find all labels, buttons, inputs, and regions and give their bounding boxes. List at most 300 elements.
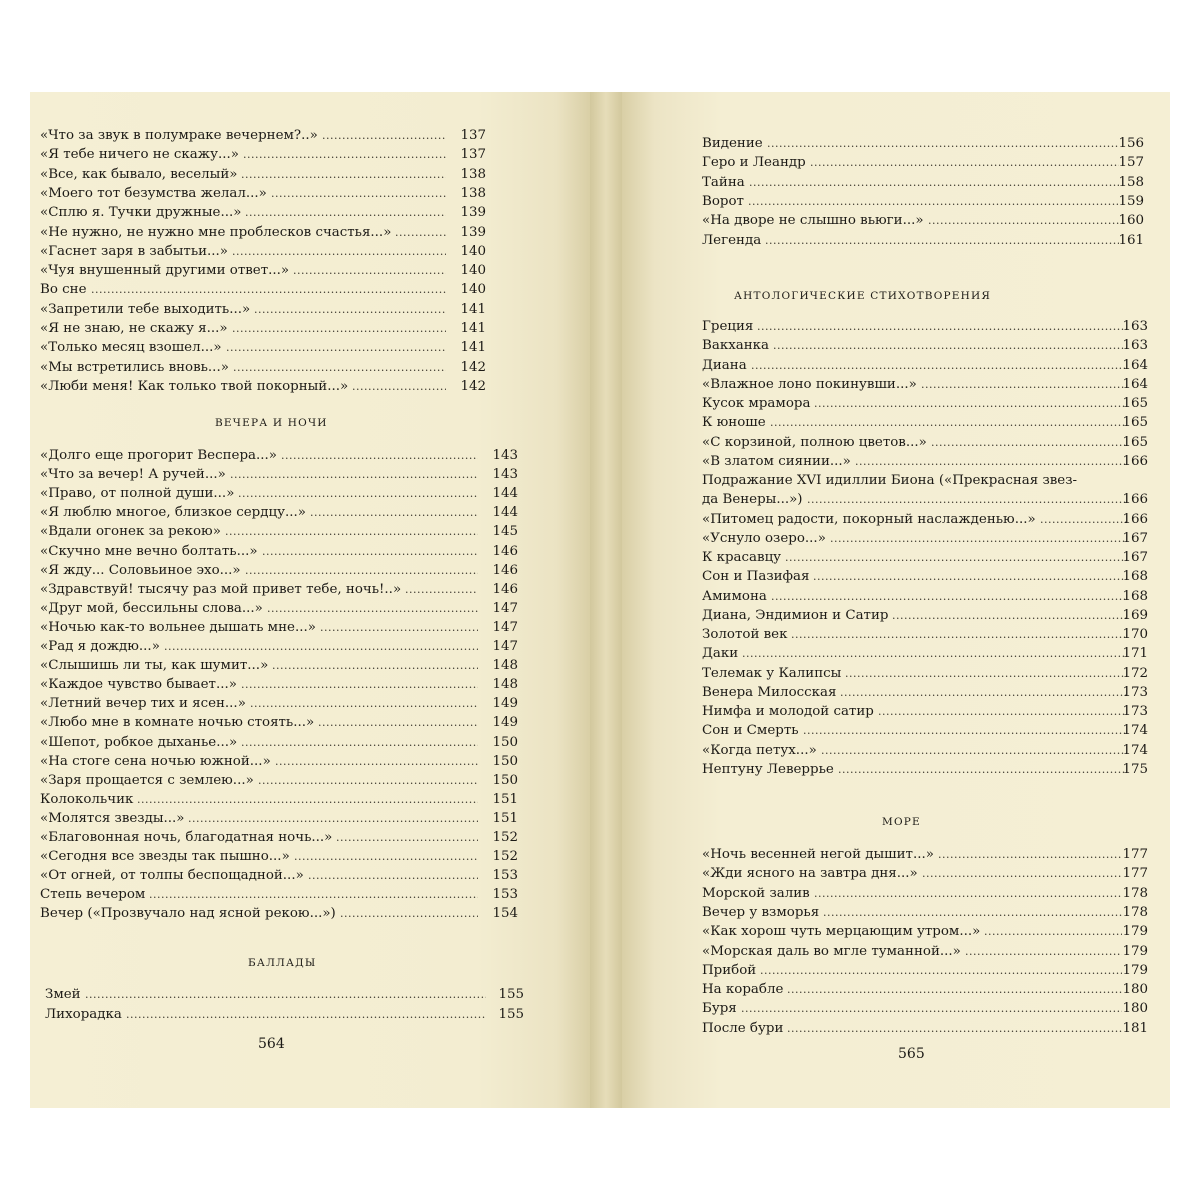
toc-entry: [702, 452, 1148, 471]
toc-entry-page-number: 180: [1122, 982, 1148, 998]
dot-leader: [741, 999, 1122, 1018]
toc-entry: [702, 1019, 1148, 1038]
toc-entry: [45, 985, 524, 1004]
toc-entry-title: «Уснуло озеро...»: [702, 530, 826, 546]
toc-entry-page-number: 174: [1122, 742, 1148, 758]
toc-entry-title: Вечер («Прозвучало над ясной рекою...»): [40, 906, 336, 922]
toc-entry: [702, 683, 1148, 702]
toc-entry-page-number: 147: [492, 619, 518, 635]
toc-entry-title: Колокольчик: [40, 791, 134, 807]
toc-entry-title: «Я люблю многое, близкое сердцу...»: [40, 505, 306, 521]
dot-leader: [250, 694, 478, 713]
toc-entry: [40, 203, 486, 222]
toc-entry: [40, 580, 518, 599]
toc-entry-page-number: 159: [1118, 193, 1144, 209]
toc-entry-page-number: 163: [1122, 338, 1148, 354]
toc-entry-title: «Как хорош чуть мерцающим утром...»: [702, 924, 981, 940]
toc-entry: [702, 587, 1148, 606]
toc-entry: [702, 922, 1148, 941]
dot-leader: [757, 317, 1127, 336]
toc-entry-page-number: 160: [1118, 213, 1144, 229]
toc-entry: [40, 847, 518, 866]
toc-entry: [702, 413, 1148, 432]
toc-entry-page-number: 179: [1122, 943, 1148, 959]
toc-entry-page-number: 140: [460, 243, 486, 259]
toc-entry: [40, 465, 518, 484]
toc-entry: [40, 223, 486, 242]
toc-entry-title: «Скучно мне вечно болтать...»: [40, 543, 258, 559]
toc-entry-page-number: 152: [492, 830, 518, 845]
toc-entry-title: Вечер у взморья: [702, 904, 820, 920]
toc-entry-page-number: 166: [1122, 453, 1148, 469]
toc-entry-title: «Вдали огонек за рекою»: [40, 524, 221, 540]
toc-entry-page-number: 167: [1122, 550, 1148, 565]
toc-entry: [40, 319, 486, 338]
toc-entry-title: «Что за звук в полумраке вечернем?..»: [40, 128, 318, 143]
dot-leader: [238, 484, 478, 503]
dot-leader: [760, 961, 1122, 980]
toc-entry-title: Венера Милосская: [702, 684, 837, 700]
toc-entry: [702, 192, 1144, 211]
dot-leader: [226, 338, 446, 357]
toc-entry-page-number: 153: [492, 868, 518, 884]
toc-entry-page-number: 177: [1122, 866, 1148, 882]
toc-entry-title: К юноше: [702, 415, 766, 431]
dot-leader: [275, 752, 478, 771]
toc-entry-title: Вакханка: [702, 338, 770, 354]
toc-entry-title: «Я жду... Соловьиное эхо...»: [40, 562, 241, 578]
toc-entry-page-number: 166: [1122, 511, 1148, 527]
toc-entry: [45, 1005, 524, 1024]
dot-leader: [878, 702, 1127, 721]
dot-leader: [810, 153, 1119, 172]
toc-entry-page-number: 146: [492, 562, 518, 578]
toc-entry-page-number: 140: [460, 282, 486, 298]
dot-leader: [164, 637, 478, 656]
toc-entry-page-number: 179: [1122, 924, 1148, 940]
dot-leader: [405, 580, 478, 599]
dot-leader: [267, 599, 478, 618]
toc-entry-page-number: 147: [492, 600, 518, 616]
dot-leader: [787, 1019, 1122, 1038]
toc-entry-page-number: 178: [1122, 904, 1148, 920]
toc-entry-title: «Право, от полной души...»: [40, 486, 235, 502]
toc-entry-page-number: 154: [492, 906, 518, 922]
dot-leader: [770, 413, 1127, 432]
toc-entry: [40, 338, 486, 357]
toc-entry-page-number: 169: [1122, 607, 1148, 623]
dot-leader: [787, 980, 1122, 999]
toc-entry-page-number: 156: [1118, 136, 1144, 151]
dot-leader: [771, 587, 1127, 606]
toc-entry: [40, 752, 518, 771]
toc-entry-page-number: 142: [460, 378, 486, 394]
toc-entry-page-number: 168: [1122, 588, 1148, 604]
toc-entry: [40, 733, 518, 752]
toc-entry-page-number: 180: [1122, 1001, 1148, 1017]
section-heading-ballads: БАЛЛАДЫ: [248, 957, 317, 969]
toc-entry-title: «Люби меня! Как только твой покорный...»: [40, 378, 349, 394]
toc-entry-page-number: 152: [492, 849, 518, 865]
toc-entry-title: «Слышишь ли ты, как шумит...»: [40, 658, 269, 674]
dot-leader: [188, 809, 478, 828]
toc-entry: [702, 548, 1148, 567]
toc-entry: [40, 866, 518, 885]
toc-entry: [702, 510, 1148, 529]
toc-entry-page-number: 166: [1122, 492, 1148, 508]
toc-entry-page-number: 164: [1122, 357, 1148, 373]
dot-leader: [965, 942, 1122, 961]
toc-entry: [40, 809, 518, 828]
toc-entry: [702, 394, 1148, 413]
toc-entry-title: Греция: [702, 319, 754, 334]
toc-entry-page-number: 173: [1122, 684, 1148, 700]
toc-entry-title: Телемак у Калипсы: [702, 665, 842, 681]
dot-leader: [840, 683, 1127, 702]
toc-entry-title: «Здравствуй! тысячу раз мой привет тебе, ночь!..»: [40, 581, 402, 597]
toc-entry-page-number: 146: [492, 543, 518, 559]
toc-entry-title: «Сплю я. Тучки дружные...»: [40, 205, 242, 221]
toc-entry-title: Даки: [702, 646, 739, 662]
dot-leader: [814, 394, 1127, 413]
toc-entry-title: «Любо мне в комнате ночью стоять...»: [40, 715, 315, 731]
dot-leader: [245, 203, 446, 222]
dot-leader: [232, 319, 446, 338]
dot-leader: [262, 542, 478, 561]
toc-entry-page-number: 144: [492, 486, 518, 502]
toc-entry: [40, 358, 486, 377]
toc-entry-title: Ворот: [702, 193, 744, 209]
dot-leader: [230, 465, 478, 484]
dot-leader: [984, 922, 1122, 941]
toc-entry-title: «Чуя внушенный другими ответ...»: [40, 263, 290, 279]
toc-entry-title: Подражание XVI идиллии Биона («Прекрасная звез-: [702, 473, 1078, 488]
toc-entry-title: «Друг мой, бессильны слова...»: [40, 600, 263, 616]
toc-entry: [702, 999, 1148, 1018]
toc-entry: [702, 884, 1148, 903]
toc-entry-title: «От огней, от толпы беспощадной...»: [40, 868, 304, 884]
dot-leader: [830, 529, 1127, 548]
toc-entry: [702, 702, 1148, 721]
dot-leader: [258, 771, 478, 790]
toc-entry: [40, 165, 486, 184]
toc-entry-title: «Моего тот безумства желал...»: [40, 185, 267, 201]
dot-leader: [243, 145, 446, 164]
toc-entry: [40, 280, 486, 299]
toc-entry-page-number: 181: [1122, 1020, 1148, 1036]
toc-entry: [40, 145, 486, 164]
dot-leader: [293, 261, 446, 280]
toc-entry-title: Морской залив: [702, 885, 810, 901]
toc-entry-page-number: 167: [1122, 530, 1148, 546]
dot-leader: [751, 356, 1127, 375]
toc-entry: [40, 637, 518, 656]
dot-leader: [791, 625, 1127, 644]
toc-entry-page-number: 173: [1122, 704, 1148, 719]
toc-entry: [40, 713, 518, 732]
dot-leader: [395, 223, 446, 242]
toc-entry-title: «Что за вечер! А ручей...»: [40, 467, 226, 483]
dot-leader: [85, 985, 486, 1004]
toc-entry-title: Прибой: [702, 962, 757, 978]
toc-entry: [40, 503, 518, 522]
dot-leader: [823, 903, 1122, 922]
toc-entry-title: Сон и Смерть: [702, 723, 799, 739]
toc-entry-title: «Летний вечер тих и ясен...»: [40, 696, 246, 712]
dot-leader: [271, 184, 446, 203]
toc-entry-title: Диана: [702, 357, 747, 373]
toc-entry-page-number: 158: [1118, 174, 1144, 190]
toc-entry-page-number: 151: [492, 810, 518, 826]
book-gutter: [590, 92, 622, 1108]
toc-entry: [40, 675, 518, 694]
toc-entry-page-number: 141: [460, 301, 486, 317]
dot-leader: [821, 741, 1127, 760]
toc-entry: [702, 606, 1148, 625]
toc-entry-title: «Когда петух...»: [702, 742, 817, 758]
toc-entry: [702, 721, 1148, 740]
toc-entry-title: Видение: [702, 136, 763, 151]
toc-entry: [702, 173, 1144, 192]
dot-leader: [803, 721, 1127, 740]
toc-entry: [702, 317, 1148, 336]
toc-entry-title: «Я не знаю, не скажу я...»: [40, 321, 228, 336]
toc-entry-page-number: 161: [1118, 232, 1144, 248]
dot-leader: [748, 192, 1119, 211]
toc-entry: [40, 261, 486, 280]
toc-entry-title: Степь вечером: [40, 887, 146, 903]
dot-leader: [938, 845, 1122, 864]
toc-entry-page-number: 137: [460, 128, 486, 143]
toc-entry-title: «На стоге сена ночью южной...»: [40, 753, 271, 769]
toc-entry-page-number: 144: [492, 505, 518, 521]
book-spread: [30, 92, 1170, 1108]
toc-entry: [40, 522, 518, 541]
toc-entry-page-number: 141: [460, 340, 486, 356]
dot-leader: [845, 664, 1127, 683]
dot-leader: [336, 828, 478, 847]
dot-leader: [931, 433, 1127, 452]
toc-entry: [40, 484, 518, 503]
toc-entry-title: Легенда: [702, 232, 762, 248]
toc-entry-page-number: 178: [1122, 885, 1148, 901]
dot-leader: [272, 656, 478, 675]
toc-entry-title: Золотой век: [702, 627, 788, 642]
section-heading-evenings: ВЕЧЕРА И НОЧИ: [215, 417, 328, 429]
dot-leader: [91, 280, 446, 299]
toc-entry-page-number: 155: [498, 987, 524, 1002]
dot-leader: [765, 231, 1119, 250]
page-number-left: 564: [258, 1036, 285, 1052]
dot-leader: [855, 452, 1127, 471]
toc-entry-page-number: 174: [1122, 723, 1148, 739]
dot-leader: [241, 675, 478, 694]
toc-entry-title: «Питомец радости, покорный наслажденью...»: [702, 511, 1036, 527]
toc-entry: [40, 377, 486, 396]
toc-entry-page-number: 157: [1118, 155, 1144, 171]
toc-entry-page-number: 137: [460, 147, 486, 163]
toc-entry-page-number: 150: [492, 734, 518, 750]
dot-leader: [281, 446, 478, 465]
dot-leader: [813, 567, 1127, 586]
dot-leader: [310, 503, 478, 522]
toc-entry-page-number: 165: [1122, 434, 1148, 450]
toc-entry: [40, 790, 518, 809]
toc-entry-title: «С корзиной, полною цветов...»: [702, 434, 927, 450]
toc-entry-title: Сон и Пазифая: [702, 569, 810, 585]
dot-leader: [318, 713, 478, 732]
dot-leader: [254, 300, 446, 319]
toc-entry-title: «Шепот, робкое дыханье...»: [40, 734, 238, 750]
toc-entry-page-number: 142: [460, 359, 486, 375]
toc-entry: [702, 211, 1144, 230]
toc-entry-page-number: 140: [460, 263, 486, 279]
toc-entry-page-number: 170: [1122, 627, 1148, 642]
toc-entry-title: Тайна: [702, 174, 745, 190]
toc-entry-title: «Все, как бывало, веселый»: [40, 166, 238, 182]
toc-entry-title: «Ночью как-то вольнее дышать мне...»: [40, 619, 316, 635]
toc-entry-page-number: 148: [492, 658, 518, 674]
toc-entry-page-number: 165: [1122, 396, 1148, 411]
toc-entry-title: «Сегодня все звезды так пышно...»: [40, 849, 290, 865]
dot-leader: [767, 134, 1119, 153]
toc-entry-title: «Только месяц взошел...»: [40, 340, 222, 356]
dot-leader: [773, 336, 1127, 355]
toc-entry: [702, 231, 1144, 250]
toc-entry-title: «Рад я дождю...»: [40, 639, 160, 654]
toc-entry-page-number: 163: [1122, 319, 1148, 334]
toc-entry: [702, 356, 1148, 375]
toc-entry-title: «Запретили тебе выходить...»: [40, 301, 251, 317]
toc-entry-title: «Жди ясного на завтра дня...»: [702, 866, 918, 882]
toc-entry: [702, 471, 1148, 490]
toc-entry: [702, 567, 1148, 586]
dot-leader: [225, 522, 478, 541]
toc-entry-title: «Не нужно, не нужно мне проблесков счастья...»: [40, 224, 392, 240]
dot-leader: [814, 884, 1122, 903]
toc-entry: [702, 942, 1148, 961]
toc-entry: [702, 529, 1148, 548]
toc-entry: [40, 599, 518, 618]
toc-entry: [40, 694, 518, 713]
toc-entry-title: Геро и Леандр: [702, 155, 806, 171]
toc-entry: [702, 134, 1144, 153]
dot-leader: [137, 790, 478, 809]
dot-leader: [294, 847, 478, 866]
dot-leader: [241, 733, 478, 752]
toc-entry: [702, 375, 1148, 394]
toc-entry-title: К красавцу: [702, 550, 782, 565]
dot-leader: [921, 375, 1127, 394]
toc-entry: [40, 904, 518, 923]
toc-entry: [702, 961, 1148, 980]
toc-entry-page-number: 139: [460, 224, 486, 240]
dot-leader: [785, 548, 1127, 567]
toc-entry-page-number: 155: [498, 1006, 524, 1022]
page-number-right: 565: [898, 1046, 925, 1062]
toc-entry-page-number: 143: [492, 467, 518, 483]
toc-entry-title: Кусок мрамора: [702, 396, 811, 411]
section-heading-anthological: АНТОЛОГИЧЕСКИЕ СТИХОТВОРЕНИЯ: [734, 290, 992, 302]
dot-leader: [892, 606, 1127, 625]
toc-entry-title: «На дворе не слышно вьюги...»: [702, 213, 924, 229]
dot-leader: [838, 760, 1127, 779]
toc-entry-page-number: 150: [492, 753, 518, 769]
toc-entry-title: «Каждое чувство бывает...»: [40, 677, 237, 693]
toc-entry: [40, 446, 518, 465]
toc-entry-title: «В златом сиянии...»: [702, 453, 851, 469]
section-heading-sea: МОРЕ: [882, 816, 921, 828]
toc-entry-page-number: 150: [492, 772, 518, 788]
toc-entry-page-number: 153: [492, 887, 518, 903]
dot-leader: [742, 644, 1127, 663]
dot-leader: [126, 1005, 486, 1024]
toc-entry: [702, 845, 1148, 864]
toc-entry-title: «Я тебе ничего не скажу...»: [40, 147, 239, 163]
toc-entry: [40, 828, 518, 847]
toc-entry: [40, 656, 518, 675]
toc-entry-page-number: 138: [460, 166, 486, 182]
toc-entry-title: да Венеры...»): [702, 492, 803, 508]
toc-entry-page-number: 148: [492, 677, 518, 693]
toc-entry-page-number: 149: [492, 696, 518, 712]
toc-entry-page-number: 151: [492, 791, 518, 807]
toc-entry-title: Диана, Эндимион и Сатир: [702, 607, 889, 623]
toc-entry-page-number: 168: [1122, 569, 1148, 585]
left-page: [30, 92, 590, 1108]
toc-entry-page-number: 165: [1122, 415, 1148, 431]
toc-entry: [40, 618, 518, 637]
right-page: [622, 92, 1170, 1108]
toc-entry-page-number: 149: [492, 715, 518, 731]
toc-entry-page-number: 172: [1122, 665, 1148, 681]
toc-entry: [702, 336, 1148, 355]
toc-entry: [702, 433, 1148, 452]
toc-entry: [40, 885, 518, 904]
toc-entry: [40, 542, 518, 561]
toc-entry-title: Во сне: [40, 282, 87, 298]
toc-entry-page-number: 175: [1122, 761, 1148, 777]
toc-entry: [40, 126, 486, 145]
dot-leader: [241, 165, 446, 184]
toc-entry-page-number: 141: [460, 321, 486, 336]
toc-entry-title: «Морская даль во мгле туманной...»: [702, 943, 961, 959]
toc-entry-title: «Ночь весенней негой дышит...»: [702, 847, 934, 862]
toc-entry-page-number: 146: [492, 581, 518, 597]
toc-entry-title: Нептуну Леверрье: [702, 761, 834, 777]
dot-leader: [149, 885, 478, 904]
toc-entry: [40, 242, 486, 261]
toc-entry: [702, 153, 1144, 172]
dot-leader: [233, 358, 446, 377]
dot-leader: [245, 561, 478, 580]
toc-entry-page-number: 179: [1122, 962, 1148, 978]
toc-entry-page-number: 171: [1122, 646, 1148, 662]
dot-leader: [922, 864, 1122, 883]
toc-entry: [40, 771, 518, 790]
toc-entry-page-number: 164: [1122, 376, 1148, 392]
toc-entry-page-number: 138: [460, 185, 486, 201]
toc-entry-title: Змей: [45, 987, 81, 1002]
toc-entry: [702, 903, 1148, 922]
toc-entry-title: «Мы встретились вновь...»: [40, 359, 229, 375]
toc-entry: [702, 644, 1148, 663]
dot-leader: [322, 126, 446, 145]
toc-entry: [40, 561, 518, 580]
dot-leader: [928, 211, 1119, 230]
toc-entry: [702, 741, 1148, 760]
toc-entry: [702, 864, 1148, 883]
